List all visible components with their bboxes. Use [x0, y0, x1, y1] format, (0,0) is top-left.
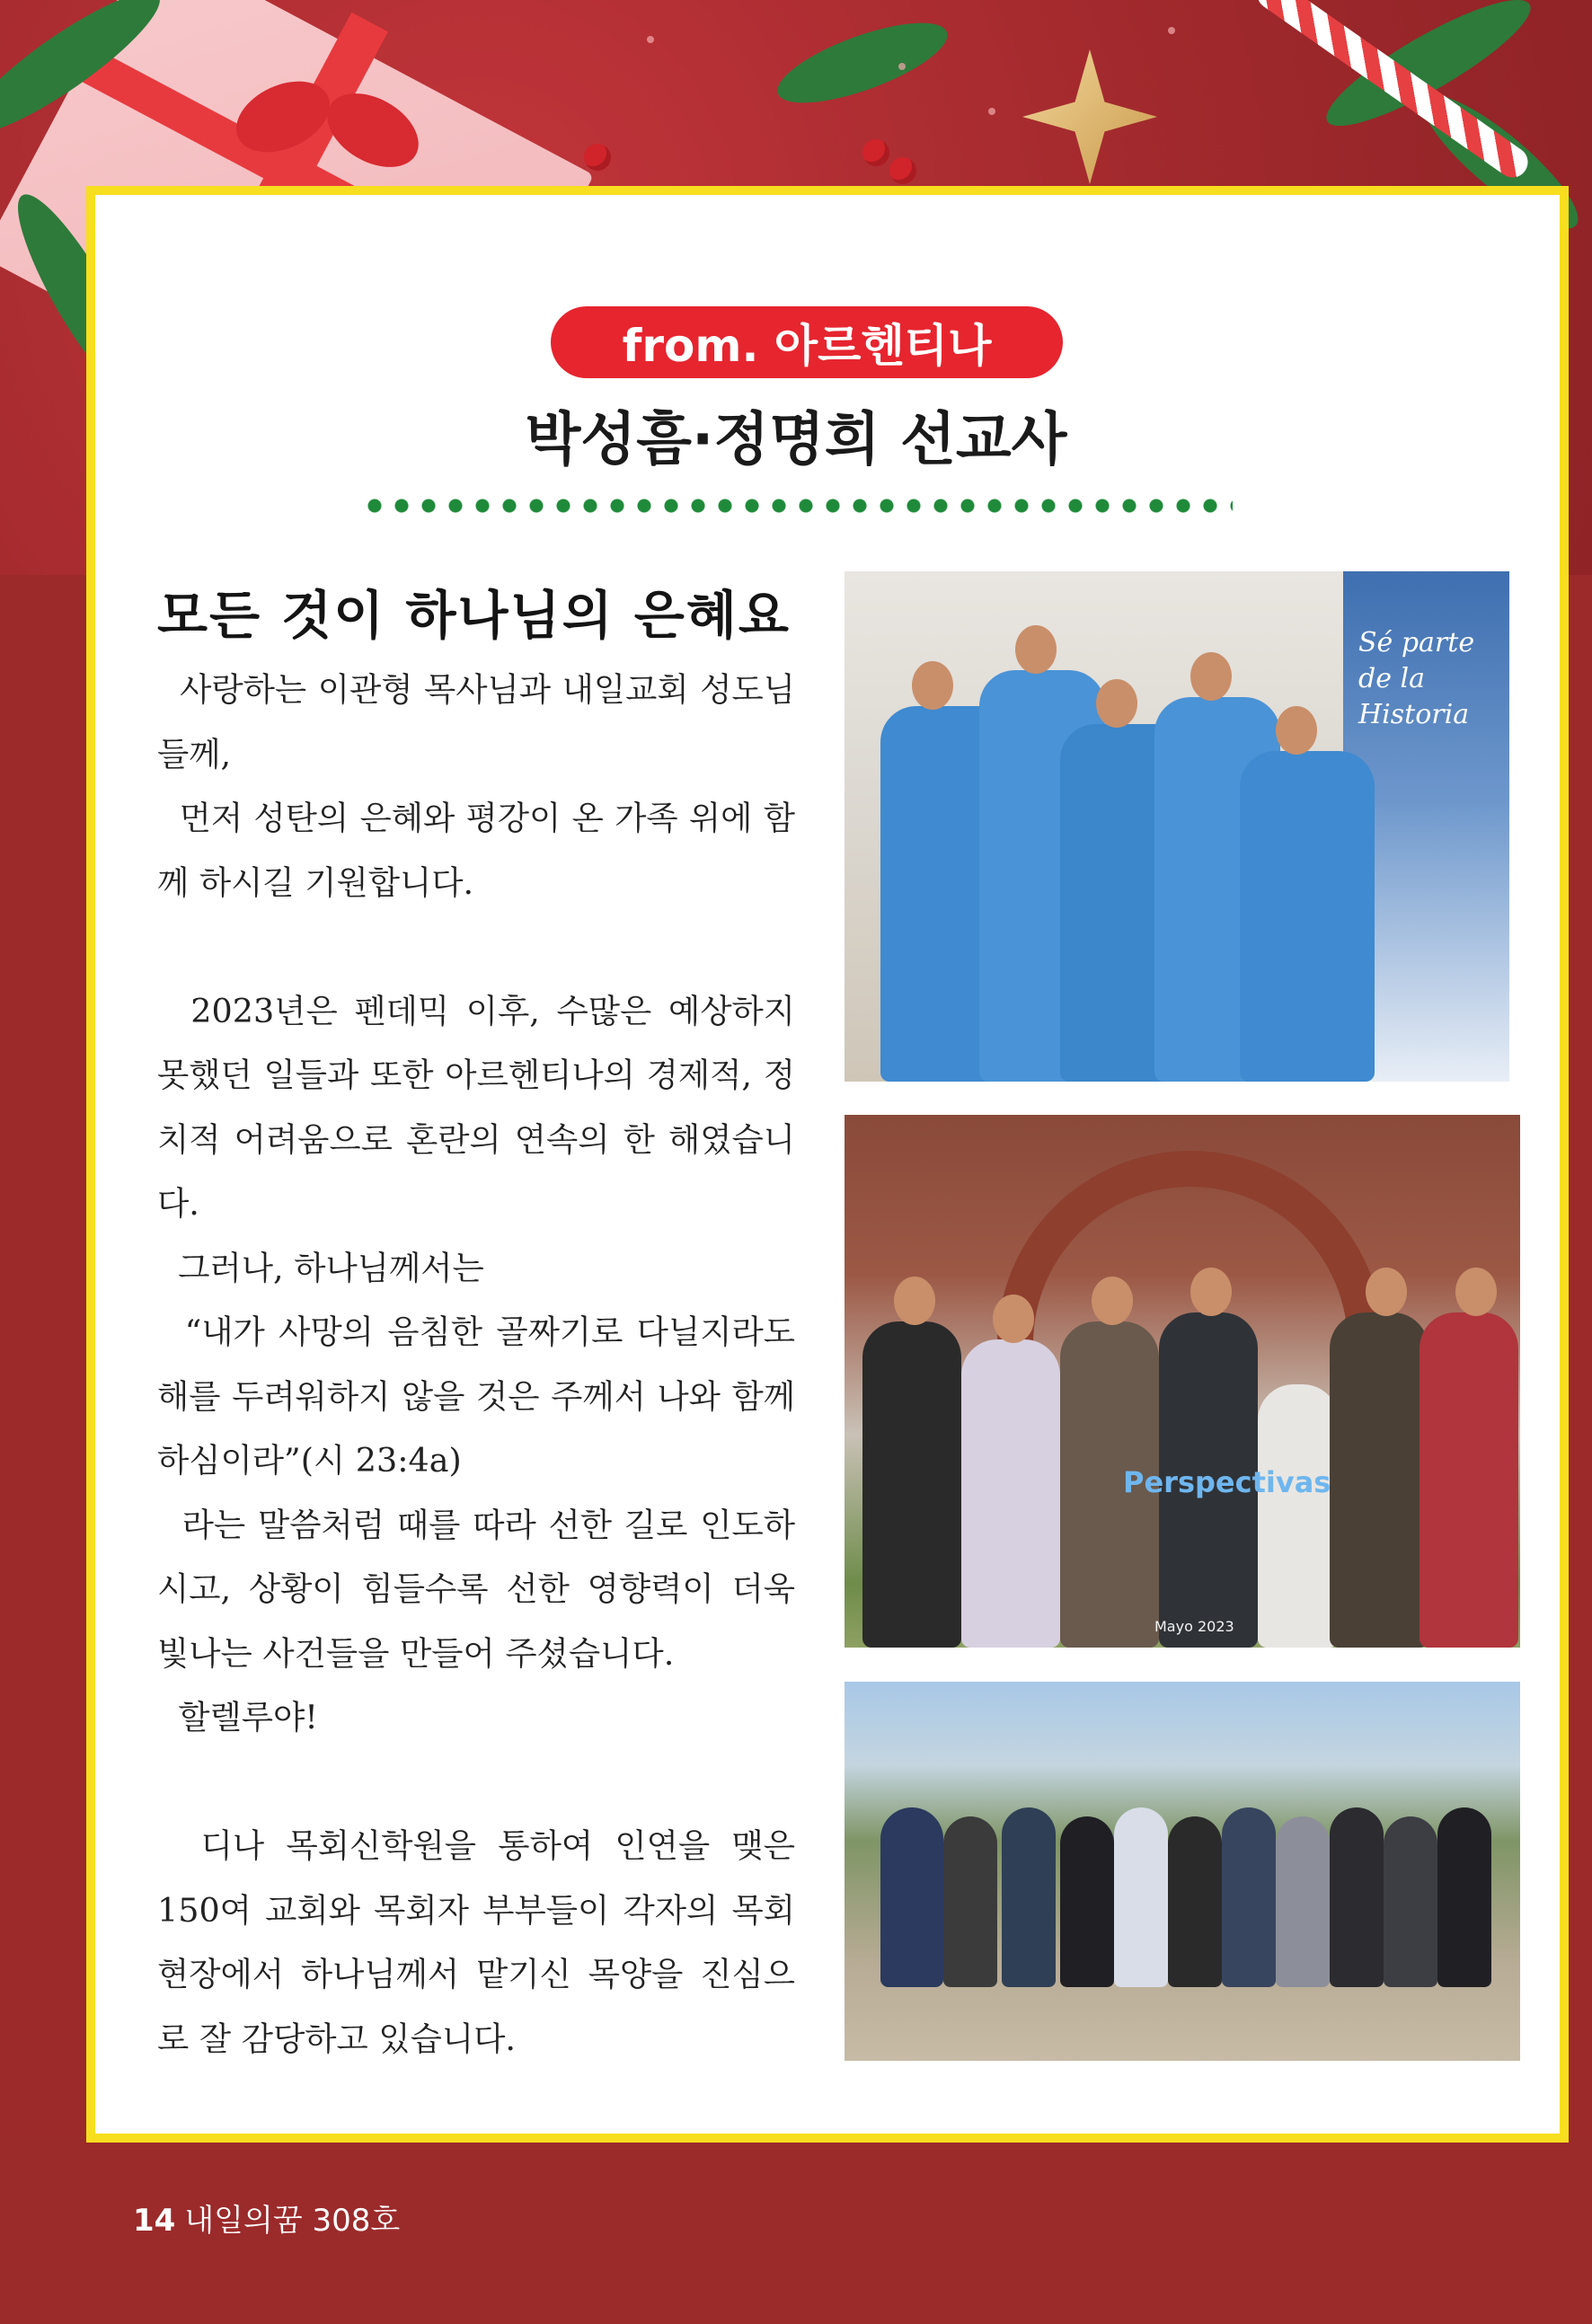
person-head [1455, 1268, 1497, 1316]
group-photo-outdoor [845, 1682, 1520, 2061]
star-icon [1022, 49, 1157, 184]
holly-leaf-icon [769, 7, 956, 119]
person-figure [1222, 1807, 1276, 1987]
person-figure [880, 1807, 943, 1987]
paragraph-gap [157, 915, 795, 979]
person-figure [1276, 1816, 1330, 1987]
person-head [1096, 679, 1137, 728]
person-figure [1258, 1384, 1339, 1648]
person-figure [862, 1321, 961, 1648]
person-head [912, 661, 953, 710]
confetti-dot [647, 36, 654, 43]
banner-text: Sé parte de la Historia [1358, 627, 1475, 730]
person-head [1190, 652, 1232, 701]
article-body [157, 658, 795, 2071]
person-figure [943, 1816, 997, 1987]
person-figure [1420, 1312, 1518, 1648]
person-head [1366, 1268, 1407, 1316]
paragraph: 할렐루야! [178, 1698, 318, 1736]
person-head [1190, 1268, 1232, 1316]
person-figure [961, 1339, 1060, 1648]
berry-icon [862, 139, 889, 166]
paragraph: 그러나, 하나님께서는 [178, 1248, 484, 1287]
group-photo-brick-arch [845, 1115, 1520, 1648]
paragraph: 디나 목회신학원을 통하여 인연을 맺은 150여 교회와 목회자 부부들이 각자의 목회 현장에서 하나님께서 맡기신 목양을 진심으로 잘 감당하고 있습니다. [157, 1826, 795, 2058]
magazine-issue: 내일의꿈 308호 [184, 2203, 401, 2239]
group-photo-blue-shirts [845, 571, 1509, 1082]
person-figure [1240, 751, 1375, 1082]
paragraph: 사랑하는 이관형 목사님과 내일교회 성도님들께, [157, 670, 795, 773]
paragraph: 먼저 성탄의 은혜와 평강이 온 가족 위에 함께 하시길 기원합니다. [157, 799, 795, 902]
article-headline: 모든 것이 하나님의 은혜요 [157, 585, 791, 646]
person-figure [1384, 1816, 1437, 1987]
confetti-dot [898, 63, 906, 70]
paragraph: 라는 말씀처럼 때를 따라 선한 길로 인도하시고, 상황이 힘들수록 선한 영향력이 더욱 빛나는 사건들을 만들어 주셨습니다. [157, 1505, 795, 1673]
person-head [993, 1295, 1034, 1343]
paragraph: “내가 사망의 음침한 골짜기로 다닐지라도 해를 두려워하지 않을 것은 주께서 나와 함께 하심이라”(시 23:4a) [157, 1312, 795, 1480]
person-head [894, 1277, 935, 1325]
paragraph-gap [157, 1750, 795, 1815]
author-title: 박성흠·정명희 선교사 [525, 407, 1067, 473]
person-figure [1330, 1807, 1384, 1987]
person-figure [1168, 1816, 1222, 1987]
person-figure [1002, 1807, 1056, 1987]
person-figure [1114, 1807, 1168, 1987]
page-footer [133, 2196, 400, 2240]
person-figure [1437, 1807, 1491, 1987]
confetti-dot [1168, 27, 1175, 34]
person-head [1015, 625, 1057, 674]
person-figure [1060, 1816, 1114, 1987]
page-number: 14 [133, 2203, 176, 2239]
photo-caption: Mayo 2023 [1154, 1618, 1234, 1635]
person-head [1092, 1277, 1133, 1325]
paragraph: 2023년은 펜데믹 이후, 수많은 예상하지 못했던 일들과 또한 아르헨티나의 경제적, 정치적 어려움으로 혼란의 연속의 한 해였습니다. [157, 991, 795, 1223]
person-head [1276, 706, 1317, 755]
berry-icon [889, 157, 916, 184]
berry-icon [584, 144, 611, 171]
confetti-dot [988, 108, 995, 115]
dotted-divider [361, 497, 1233, 515]
perspectivas-logo: Perspectivas [1123, 1465, 1331, 1499]
origin-tag: from. 아르헨티나 [551, 306, 1063, 378]
person-figure [1330, 1312, 1428, 1648]
